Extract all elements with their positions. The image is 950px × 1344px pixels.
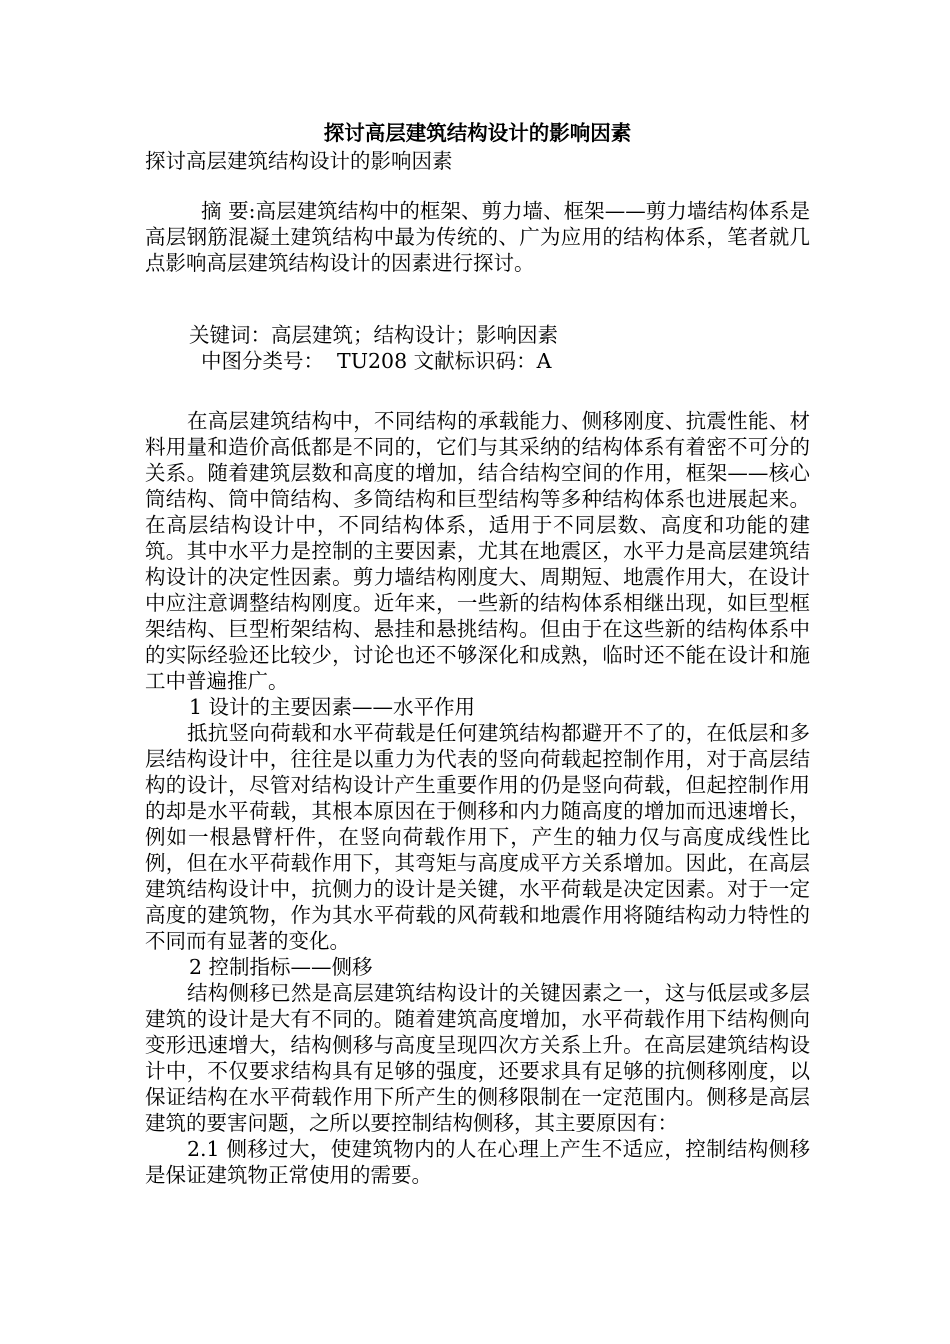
section-2-paragraph: 结构侧移已然是高层建筑结构设计的关键因素之一，这与低层或多层建筑的设计是大有不同的。随着建筑高度增加，水平荷载作用下结构侧向变形迅速增大，结构侧移与高度呈现四次方关系上升。在高层建筑结构设计中，不仅要求结构具有足够的强度，还要求具有足够的抗侧移刚度，以保证结构在水平荷载作用下所产生的侧移限制在一定范围内。侧移是高层建筑的要害问题，之所以要控制结构侧移，其主要原因有： [145,981,810,1135]
section-2-heading: 2 控制指标——侧移 [189,955,373,979]
section-2-1-paragraph: 2.1 侧移过大，使建筑物内的人在心理上产生不适应，控制结构侧移是保证建筑物正常使用的需要。 [145,1137,810,1187]
document-title: 探讨高层建筑结构设计的影响因素 [323,121,632,145]
abstract-paragraph: 摘 要:高层建筑结构中的框架、剪力墙、框架——剪力墙结构体系是高层钢筋混凝土建筑结构中最为传统的、广为应用的结构体系，笔者就几点影响高层建筑结构设计的因素进行探讨。 [145,199,810,275]
section-1-paragraph: 抵抗竖向荷载和水平荷载是任何建筑结构都避开不了的，在低层和多层结构设计中，往往是以重力为代表的竖向荷载起控制作用，对于高层结构的设计，尽管对结构设计产生重要作用的仍是竖向荷载，但起控制作用的却是水平荷载，其根本原因在于侧移和内力随高度的增加而迅速增长，例如一根悬臂杆件，在竖向荷载作用下，产生的轴力仅与高度成线性比例，但在水平荷载作用下，其弯矩与高度成平方关系增加。因此，在高层建筑结构设计中，抗侧力的设计是关键，水平荷载是决定因素。对于一定高度的建筑物，作为其水平荷载的风荷载和地震作用将随结构动力特性的不同而有显著的变化。 [145,721,810,953]
document-page [145,118,810,1188]
section-1-heading: 1 设计的主要因素——水平作用 [189,695,476,719]
intro-paragraph: 在高层建筑结构中，不同结构的承载能力、侧移刚度、抗震性能、材料用量和造价高低都是不同的，它们与其采纳的结构体系有着密不可分的关系。随着建筑层数和高度的增加，结合结构空间的作用，框架——核心筒结构、筒中筒结构、多筒结构和巨型结构等多种结构体系也进展起来。在高层结构设计中，不同结构体系，适用于不同层数、高度和功能的建筑。其中水平力是控制的主要因素，尤其在地震区，水平力是高层建筑结构设计的决定性因素。剪力墙结构刚度大、周期短、地震作用大，在设计中应注意调整结构刚度。近年来，一些新的结构体系相继出现，如巨型框架结构、巨型桁架结构、悬挂和悬挑结构。但由于在这些新的结构体系中的实际经验还比较少，讨论也还不够深化和成熟，临时还不能在设计和施工中普遍推广。 [145,409,810,693]
classification-line: 中图分类号： TU208 文献标识码：A [201,349,552,373]
keywords-line: 关键词：高层建筑；结构设计；影响因素 [189,323,558,347]
body-text [145,408,810,1188]
document-subtitle: 探讨高层建筑结构设计的影响因素 [145,149,453,173]
